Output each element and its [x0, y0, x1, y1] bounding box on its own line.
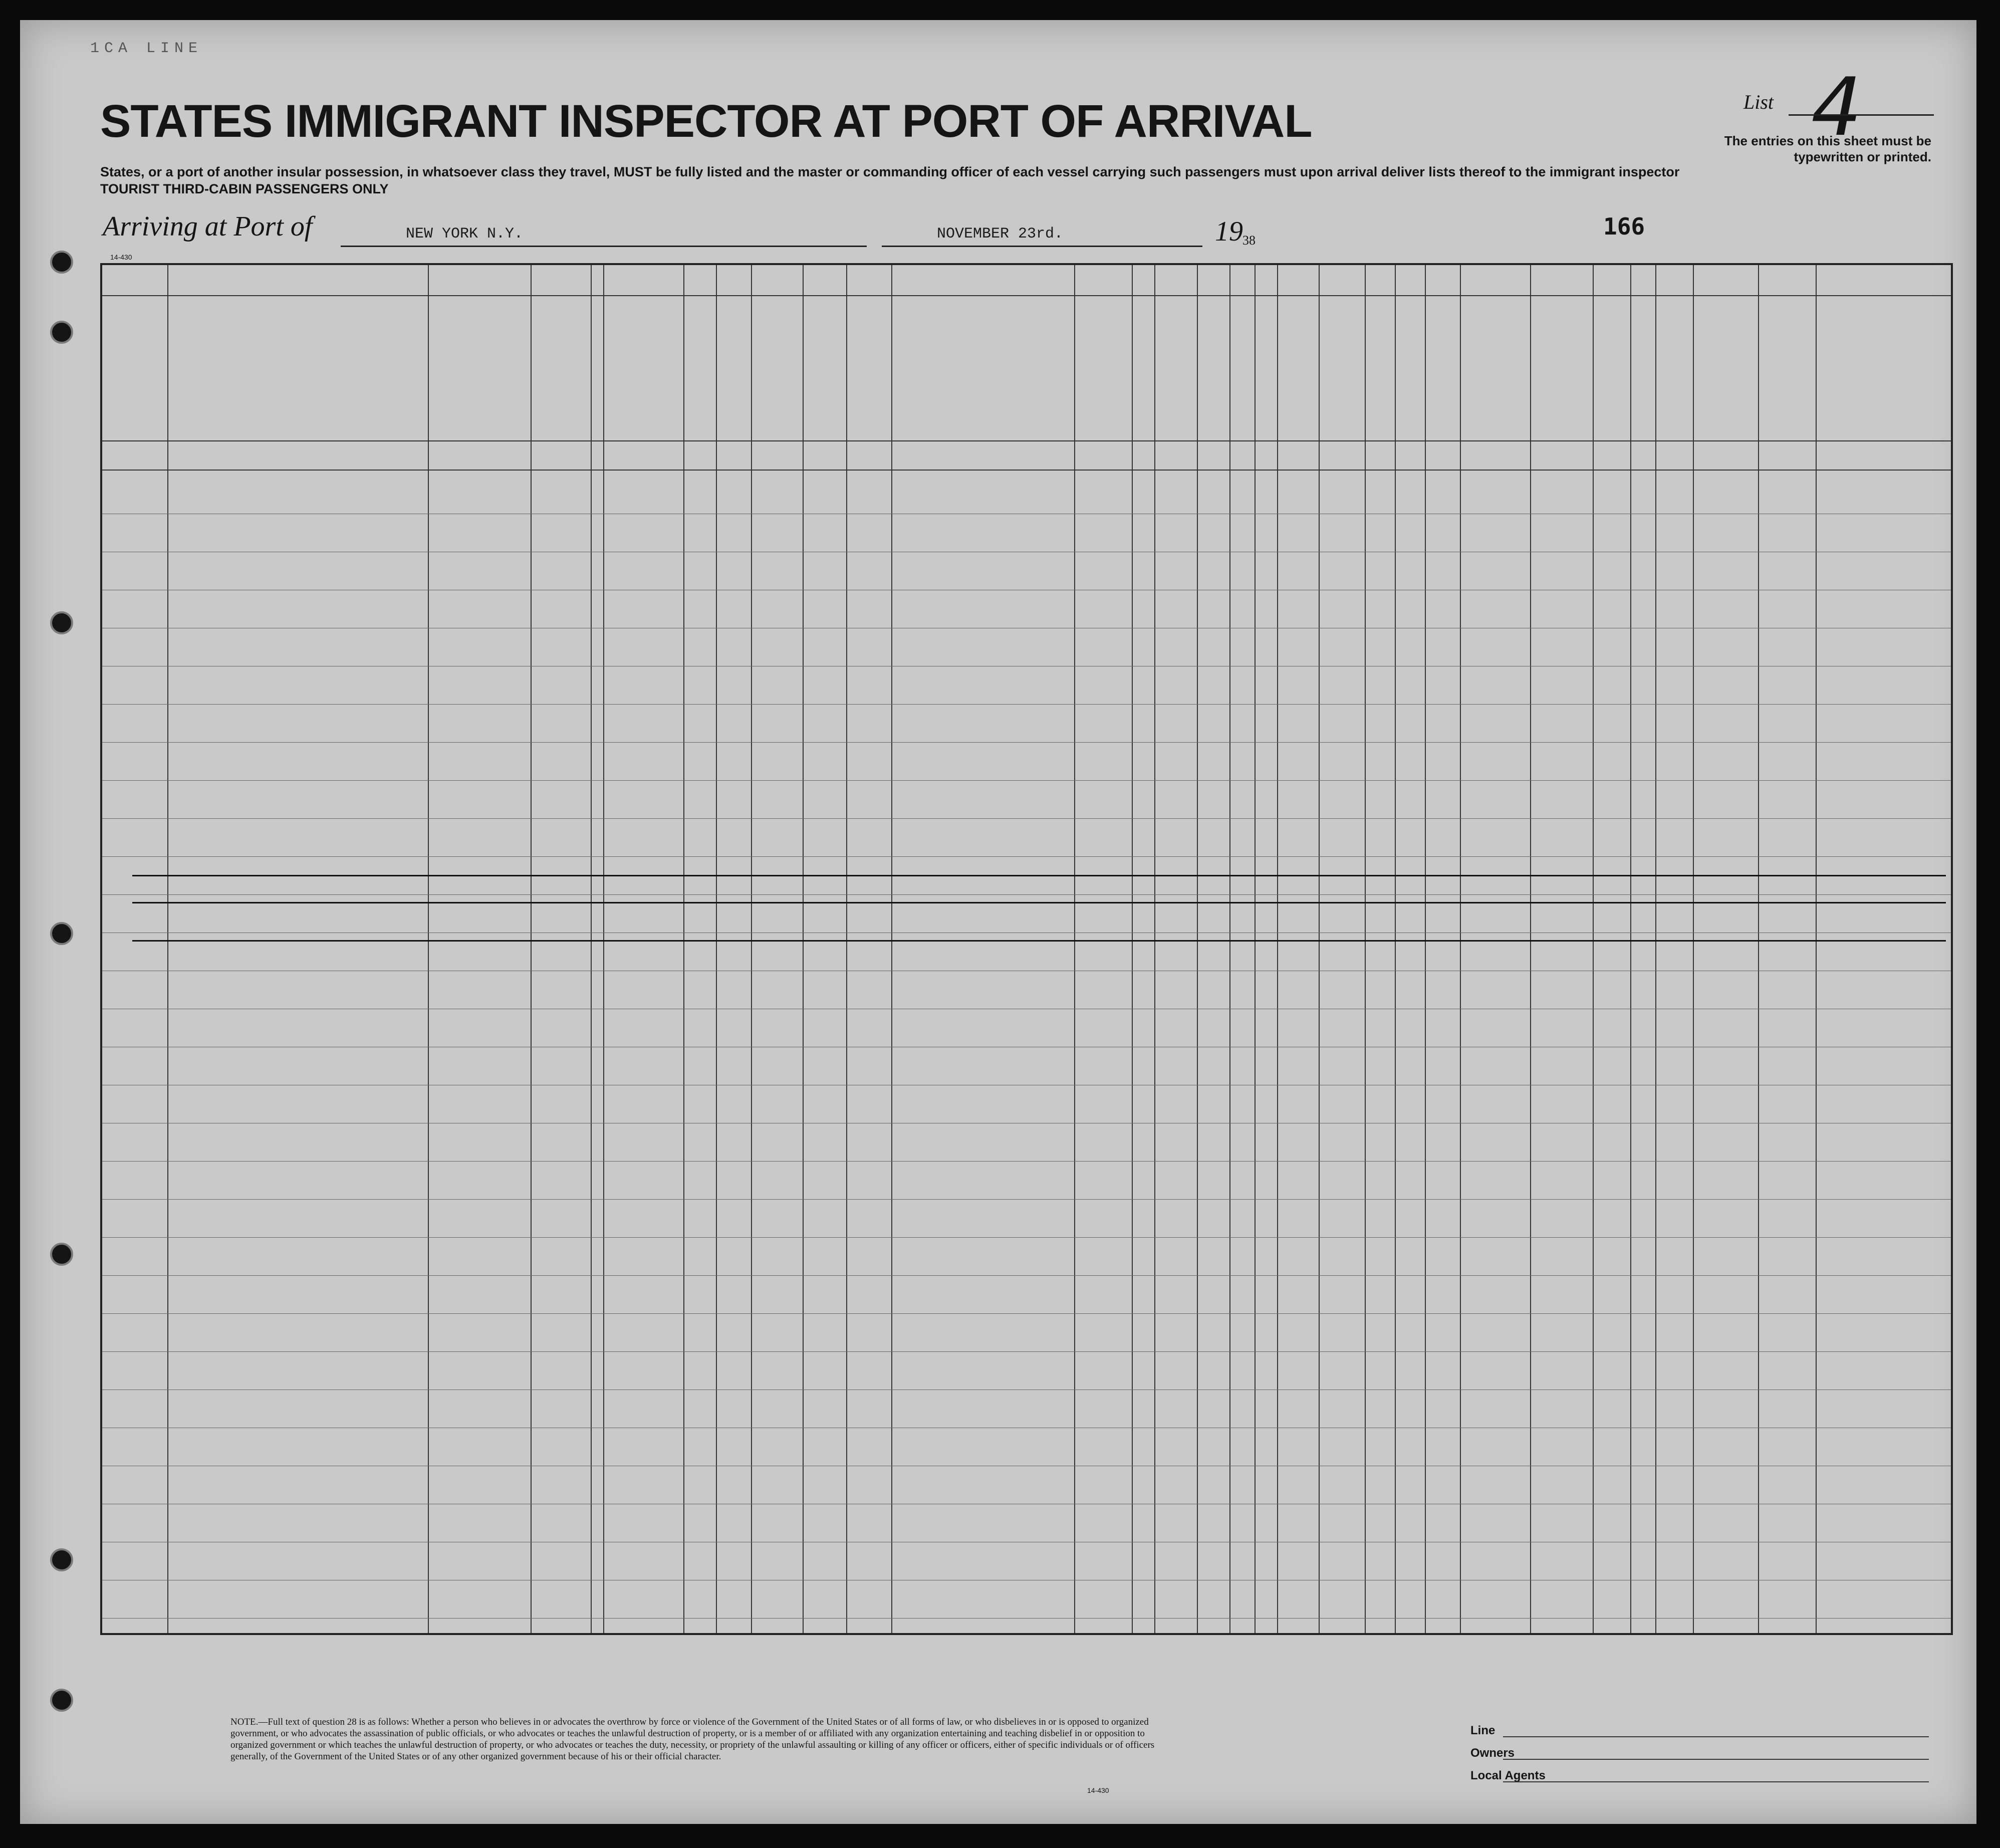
- binding-hole: [50, 922, 73, 945]
- list-label: List: [1743, 91, 1774, 113]
- form-title: STATES IMMIGRANT INSPECTOR AT PORT OF ARRIVAL: [100, 96, 1312, 147]
- row-guide: [102, 1618, 1951, 1619]
- header-divider: [102, 440, 1951, 441]
- row-guide: [102, 1275, 1951, 1276]
- footnote-question-28: NOTE.—Full text of question 28 is as follows: Whether a person who believes in or advocates the overthrow by force or violence of the Government of the United States or of all forms of law, or who disbelieves in or is opposed to organized government, or who advocates the assassination of public officials, or who advocates or teaches the unlawful destruction of property, or is a member of or affiliated with any organization entertaining and teaching disbelief in or opposition to organized government or which teaches the unlawful destruction of property, or who advocates or teaches the duty, necessity, or propriety of the unlawful assaulting or killing of any officer or officers, either of specific individuals or of officers generally, of the Government of the United States or of any other organized government because of his or their official character.: [230, 1717, 1155, 1762]
- manifest-table: [100, 263, 1953, 1635]
- row-guide: [102, 470, 1951, 471]
- footer-line-label: Line: [1470, 1724, 1495, 1737]
- footer-agents-rule: [1503, 1781, 1929, 1782]
- row-guide: [102, 1313, 1951, 1314]
- row-guide: [102, 1199, 1951, 1200]
- arrival-date: NOVEMBER 23rd.: [937, 225, 1064, 243]
- list-number: 4: [1811, 60, 1862, 154]
- row-guide: [102, 742, 1951, 743]
- footer-agents-label: Local Agents: [1470, 1769, 1546, 1782]
- binding-hole: [50, 1243, 73, 1266]
- page-number: 166: [1603, 213, 1645, 240]
- date-underline: [882, 246, 1202, 247]
- binding-hole: [50, 321, 73, 344]
- row-guide: [102, 780, 1951, 781]
- form-passenger-class: TOURIST THIRD-CABIN PASSENGERS ONLY: [100, 181, 389, 196]
- binding-hole: [50, 1548, 73, 1571]
- binding-hole: [50, 1689, 73, 1712]
- corner-code: 1CA LINE: [90, 40, 203, 57]
- arrival-port: NEW YORK N.Y.: [406, 225, 524, 243]
- form-subtitle: States, or a port of another insular possession, in whatsoever class they travel, MUST be fully listed and the master or commanding officer of each vessel carrying such passengers must upon arrival deliver lists thereof to the immigrant inspector: [100, 164, 1680, 179]
- footer-owners-label: Owners: [1470, 1746, 1515, 1760]
- row-guide: [102, 1161, 1951, 1162]
- strike-line: [132, 902, 1946, 903]
- binding-hole: [50, 611, 73, 634]
- arriving-label: Arriving at Port of: [103, 211, 313, 242]
- row-guide: [102, 1237, 1951, 1238]
- port-underline: [341, 246, 867, 247]
- row-guide: [102, 894, 1951, 895]
- row-guide: [102, 818, 1951, 819]
- binding-hole: [50, 251, 73, 274]
- row-guide: [102, 1351, 1951, 1352]
- strike-line: [132, 940, 1946, 942]
- arrival-year-prefix: 19: [1215, 216, 1243, 247]
- form-code-bottom: 14-430: [1087, 1786, 1109, 1794]
- footer-line-rule: [1503, 1736, 1929, 1737]
- strike-line: [132, 875, 1946, 876]
- header-divider: [102, 295, 1951, 296]
- form-code-top: 14-430: [110, 253, 132, 261]
- row-guide: [102, 704, 1951, 705]
- manifest-sheet: [20, 20, 1976, 1824]
- list-underline: [1789, 114, 1934, 116]
- footer-owners-rule: [1503, 1759, 1929, 1760]
- arrival-year-suffix: 38: [1242, 233, 1256, 248]
- entries-note: The entries on this sheet must be typewritten or printed.: [1724, 133, 1931, 164]
- row-guide: [102, 856, 1951, 857]
